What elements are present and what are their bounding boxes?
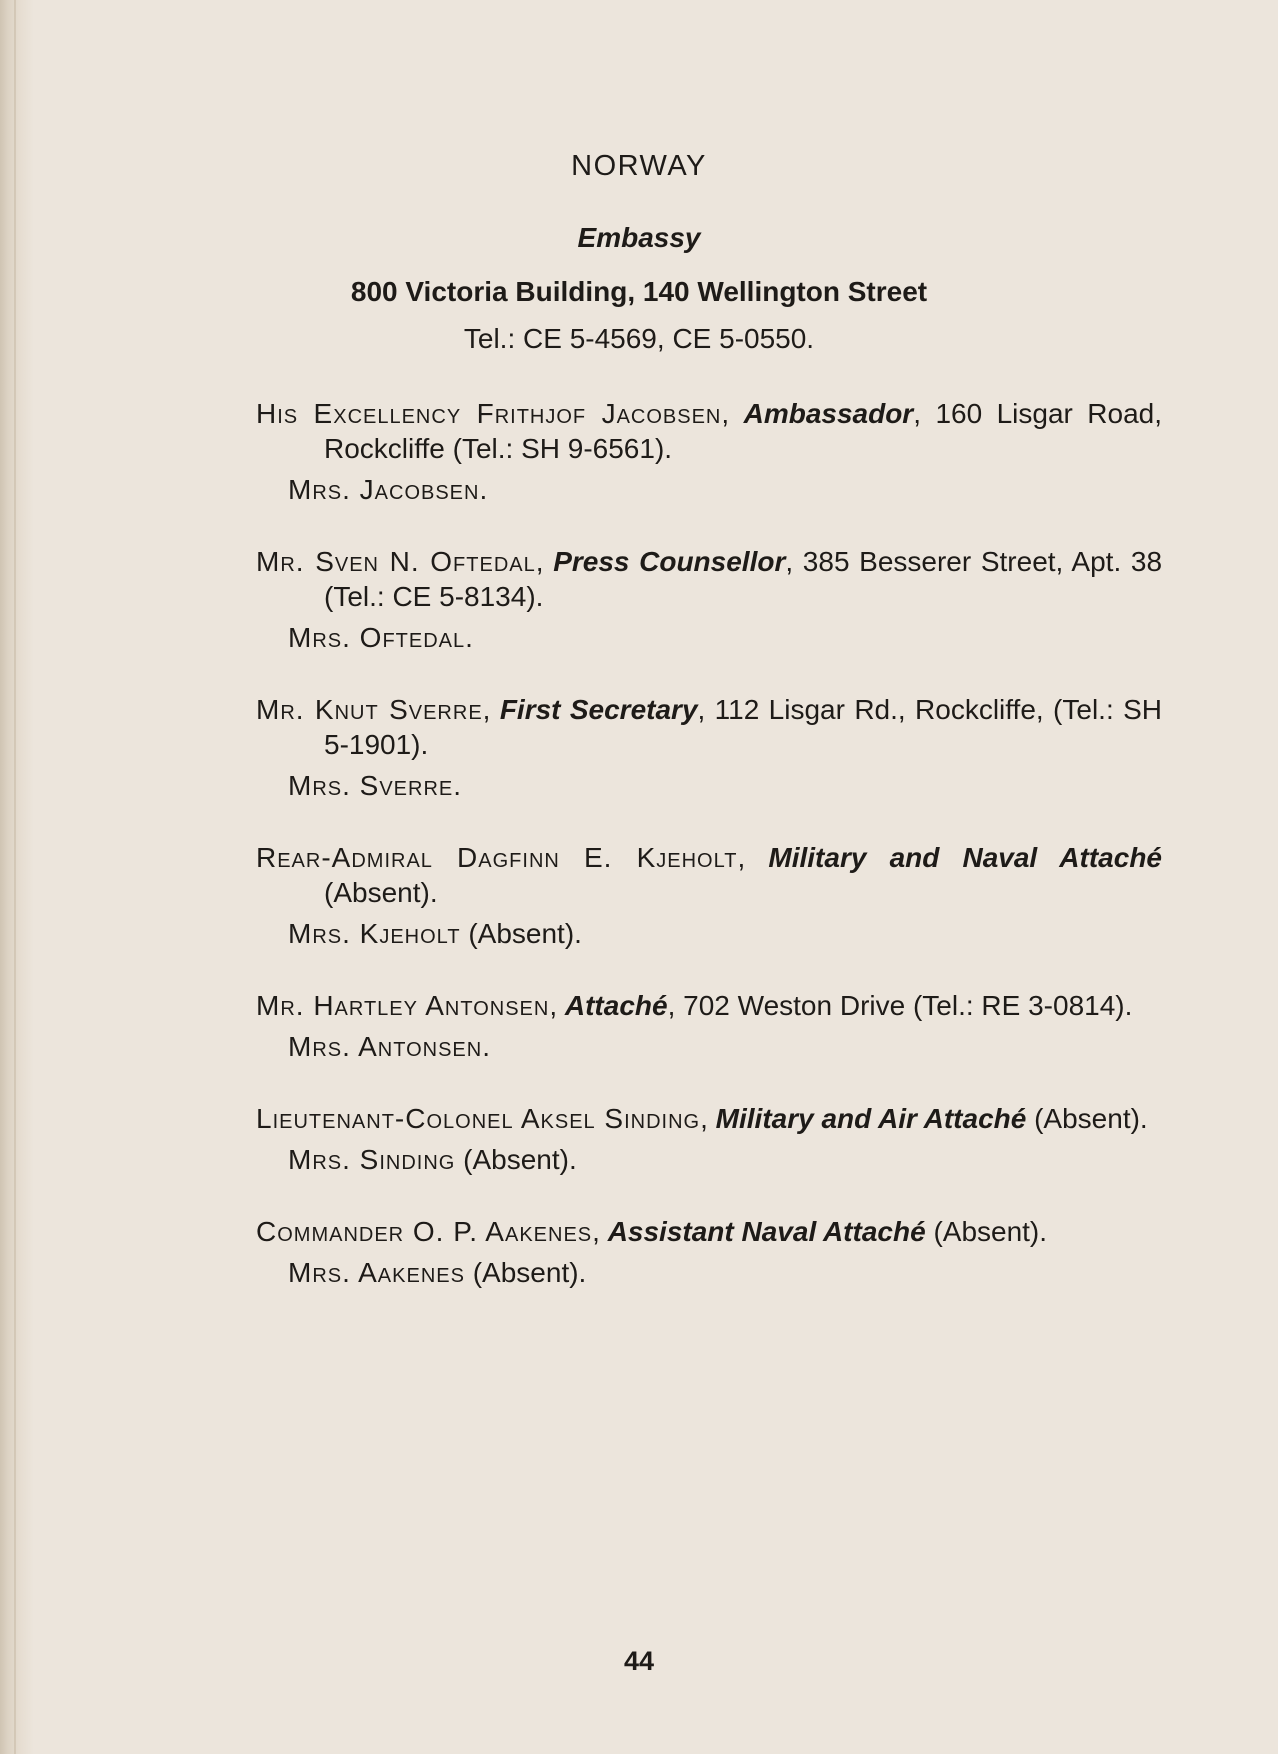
spouse-status: (Absent).: [464, 1257, 587, 1288]
staff-title: First Secretary: [499, 694, 698, 725]
staff-name: Commander O. P. Aakenes: [256, 1216, 593, 1247]
page-binding-edge: [0, 0, 34, 1754]
spouse-status: (Absent).: [455, 1144, 577, 1175]
staff-entry-line: Lieutenant-Colonel Aksel Sinding, Military and Air Attaché (Absent).: [256, 1103, 1148, 1134]
spouse-name: Mrs. Sverre: [288, 770, 454, 801]
staff-entry-line: Mr. Knut Sverre, First Secretary, 112 Lisgar Rd., Rockcliffe, (Tel.: SH 5-1901).: [256, 694, 1162, 760]
spouse-status: (Absent).: [460, 918, 582, 949]
spouse-status: .: [482, 1031, 490, 1062]
staff-entry-line: Commander O. P. Aakenes, Assistant Naval Attaché (Absent).: [256, 1216, 1048, 1247]
spouse-line: [256, 1029, 1162, 1064]
staff-name: His Excellency Frithjof Jacobsen: [256, 398, 722, 429]
staff-details: 160 Lisgar Road, Rockcliffe (Tel.: SH 9-6561).: [324, 398, 1162, 464]
country-heading: NORWAY: [571, 150, 707, 182]
staff-entry: [256, 840, 1162, 951]
staff-entry-line: Mr. Hartley Antonsen, Attaché, 702 Weston Drive (Tel.: RE 3-0814).: [256, 990, 1133, 1021]
staff-details: (Absent).: [933, 1216, 1048, 1247]
staff-title: Assistant Naval Attaché: [607, 1216, 926, 1247]
spouse-name: Mrs. Oftedal: [288, 622, 466, 653]
staff-name: Mr. Sven N. Oftedal: [256, 546, 536, 577]
embassy-address: 800 Victoria Building, 140 Wellington Street: [350, 276, 928, 307]
staff-entry: [256, 692, 1162, 803]
spouse-name: Mrs. Antonsen: [288, 1031, 483, 1062]
staff-details: 385 Besserer Street, Apt. 38 (Tel.: CE 5-8134).: [324, 546, 1163, 612]
staff-title: Military and Naval Attaché: [768, 842, 1163, 873]
staff-title: Military and Air Attaché: [715, 1103, 1027, 1134]
spouse-line: [256, 1255, 1162, 1290]
staff-name: Rear-Admiral Dagfinn E. Kjeholt: [256, 842, 738, 873]
spouse-name: Mrs. Sinding: [288, 1144, 456, 1175]
spouse-line: [256, 1142, 1162, 1177]
spouse-name: Mrs. Aakenes: [288, 1257, 465, 1288]
spouse-name: Mrs. Jacobsen: [288, 474, 480, 505]
spouse-name: Mrs. Kjeholt: [288, 918, 461, 949]
spouse-status: .: [453, 770, 462, 801]
embassy-phone: Tel.: CE 5-4569, CE 5-0550.: [463, 323, 815, 354]
staff-entry-line: Mr. Sven N. Oftedal, Press Counsellor, 385 Besserer Street, Apt. 38 (Tel.: CE 5-8134).: [256, 546, 1163, 612]
staff-name: Lieutenant-Colonel Aksel Sinding: [256, 1103, 701, 1134]
staff-name: Mr. Knut Sverre: [256, 694, 483, 725]
page-number: 44: [623, 1646, 655, 1676]
staff-entry-line: Rear-Admiral Dagfinn E. Kjeholt, Military and Naval Attaché (Absent).: [256, 842, 1163, 908]
staff-title: Ambassador: [743, 398, 914, 429]
staff-entry: [256, 396, 1162, 507]
spouse-line: [256, 916, 1162, 951]
staff-entry: [256, 1214, 1162, 1290]
spouse-status: .: [479, 474, 488, 505]
staff-details: 702 Weston Drive (Tel.: RE 3-0814).: [683, 990, 1133, 1021]
staff-name: Mr. Hartley Antonsen: [256, 990, 550, 1021]
staff-details: (Absent).: [324, 877, 438, 908]
spouse-line: [256, 620, 1162, 655]
embassy-label: Embassy: [577, 222, 701, 253]
staff-entry: [256, 1101, 1162, 1177]
staff-title: Press Counsellor: [553, 546, 786, 577]
spouse-line: [256, 768, 1162, 803]
staff-entry-line: His Excellency Frithjof Jacobsen, Ambassador, 160 Lisgar Road, Rockcliffe (Tel.: SH 9-6561).: [256, 398, 1162, 464]
staff-details: (Absent).: [1034, 1103, 1148, 1134]
staff-list: [256, 396, 1162, 1327]
staff-details: 112 Lisgar Rd., Rockcliffe, (Tel.: SH 5-1901).: [324, 694, 1162, 760]
staff-title: Attaché: [564, 990, 668, 1021]
spouse-line: [256, 472, 1162, 507]
staff-entry: [256, 988, 1162, 1064]
spouse-status: .: [465, 622, 473, 653]
staff-entry: [256, 544, 1162, 655]
